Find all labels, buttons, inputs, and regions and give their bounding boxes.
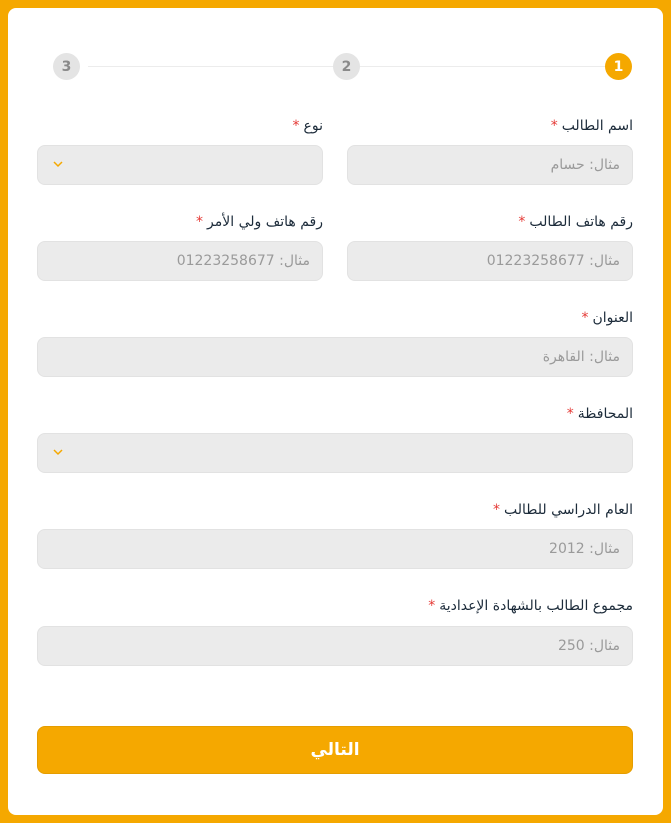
academic-year-field [37,529,633,569]
next-button[interactable]: التالي [37,726,633,774]
required-mark: * [428,598,436,614]
address-label [581,310,633,326]
required-mark: * [566,406,574,422]
student-name-label-text: اسم الطالب [561,118,633,134]
governorate-select[interactable] [37,433,633,473]
address-field [37,337,633,377]
student-phone-label [518,214,633,230]
student-name-label [551,118,633,134]
step-1[interactable]: 1 [605,53,632,80]
prep-score-field [37,626,633,666]
gender-label [293,118,323,134]
required-mark: * [518,214,526,230]
address-input[interactable] [38,338,632,376]
gender-label-text: نوع [303,118,323,134]
governorate-label [567,406,633,422]
step-3[interactable]: 3 [53,53,80,80]
guardian-phone-label-text: رقم هاتف ولي الأمر [207,214,323,230]
step-connector [360,66,605,67]
student-phone-input[interactable] [348,242,632,280]
prep-score-label [428,598,633,614]
step-connector [88,66,333,67]
address-label-text: العنوان [592,310,633,326]
step-2[interactable]: 2 [333,53,360,80]
stepper [8,8,663,128]
gender-select[interactable] [37,145,323,185]
chevron-down-icon [52,446,64,458]
required-mark: * [550,118,558,134]
student-phone-field [347,241,633,281]
academic-year-label [493,502,633,518]
student-phone-label-text: رقم هاتف الطالب [529,214,633,230]
required-mark: * [493,502,501,518]
registration-card [8,8,663,815]
guardian-phone-field [37,241,323,281]
student-name-field [347,145,633,185]
governorate-label-text: المحافظة [577,406,633,422]
academic-year-input[interactable] [38,530,632,568]
required-mark: * [581,310,589,326]
student-name-input[interactable] [348,146,632,184]
required-mark: * [292,118,300,134]
required-mark: * [196,214,204,230]
academic-year-label-text: العام الدراسي للطالب [504,502,633,518]
prep-score-label-text: مجموع الطالب بالشهادة الإعدادية [439,598,633,614]
guardian-phone-label [196,214,323,230]
chevron-down-icon [52,158,64,170]
prep-score-input[interactable] [38,627,632,665]
guardian-phone-input[interactable] [38,242,322,280]
